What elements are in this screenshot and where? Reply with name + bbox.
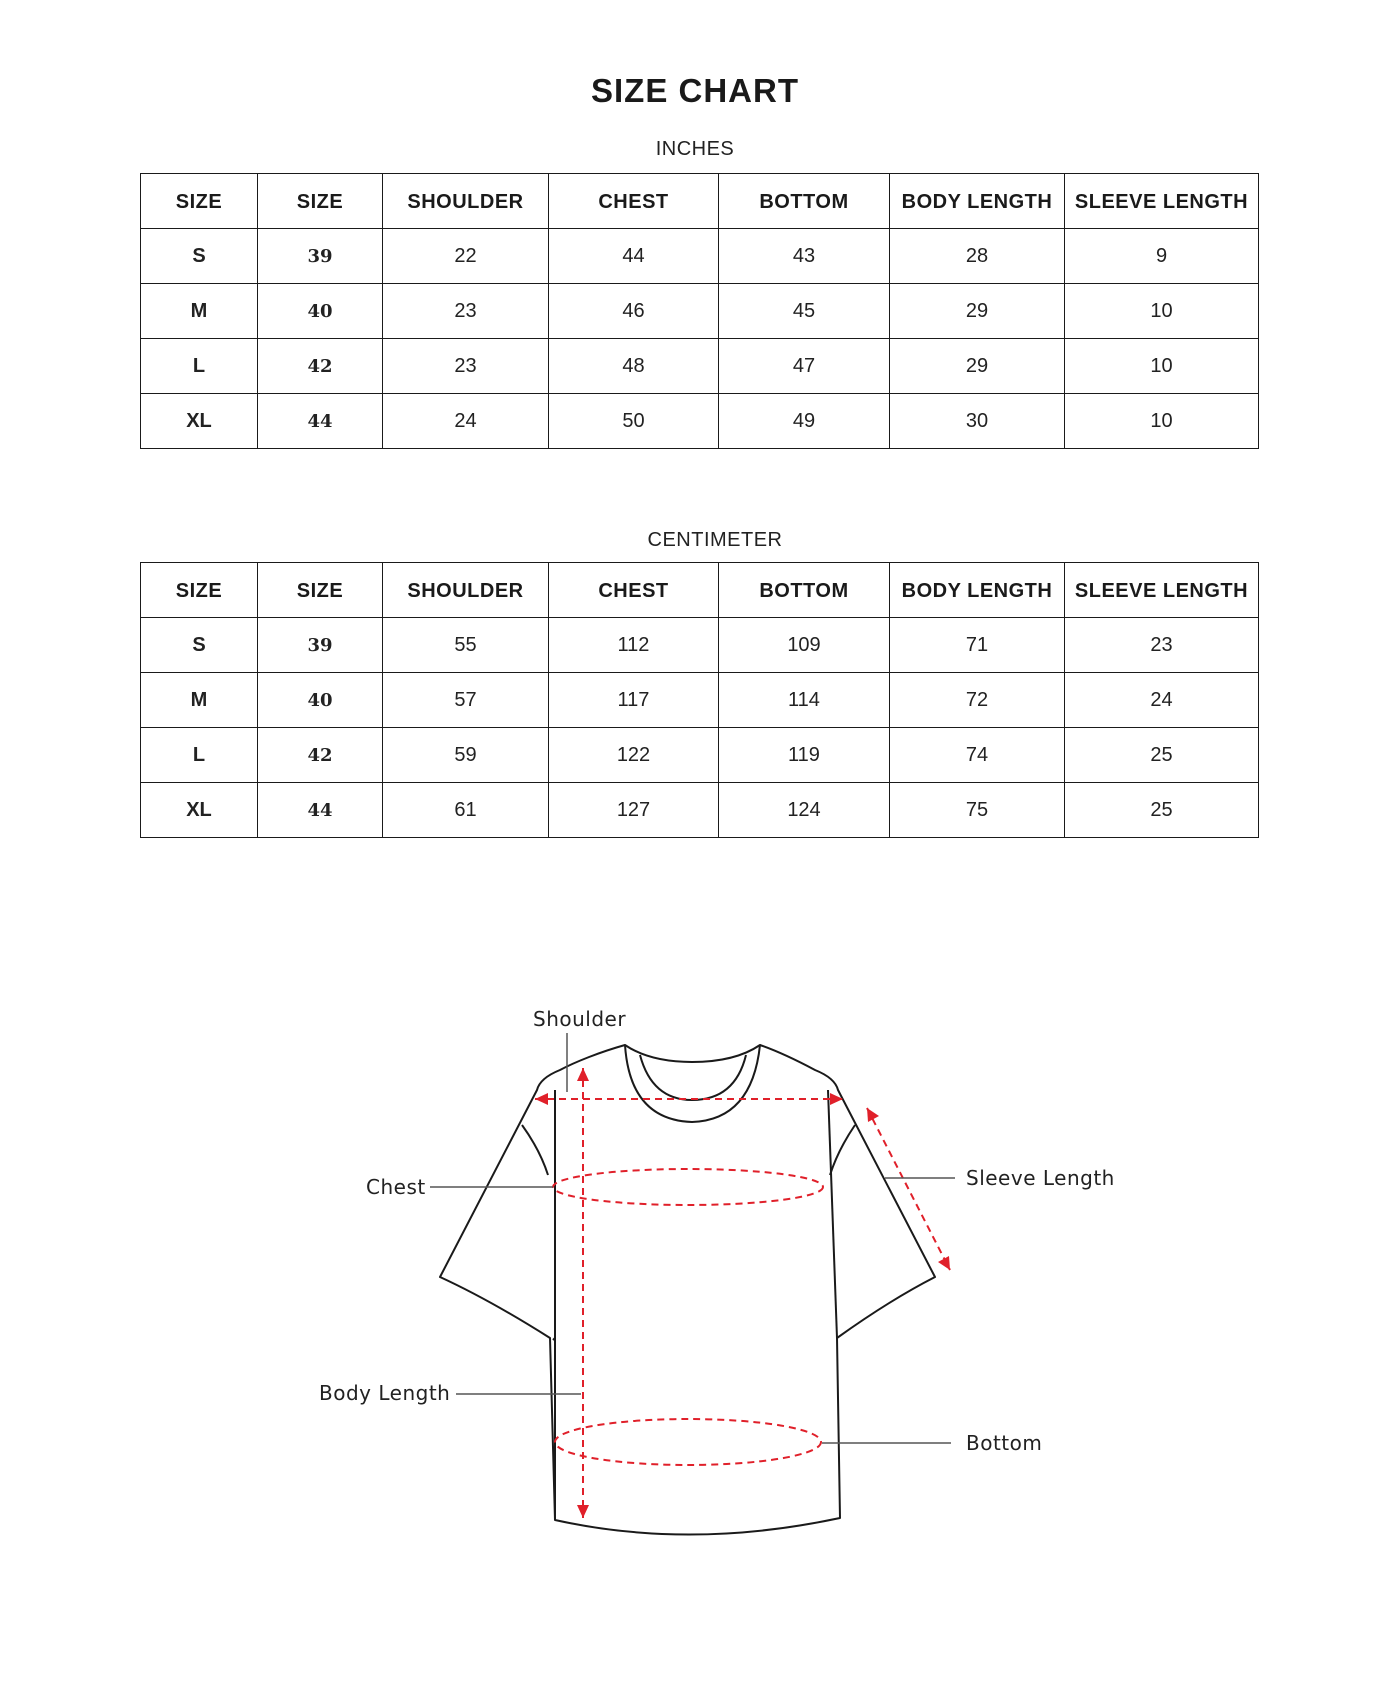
label-leaders — [430, 1033, 955, 1443]
bottom-cell: 124 — [719, 783, 890, 838]
bottom-cell: 47 — [719, 339, 890, 394]
sleeve-length-cell: 10 — [1065, 394, 1259, 449]
shoulder-cell: 61 — [383, 783, 549, 838]
bottom-cell: 49 — [719, 394, 890, 449]
bottom-measure-ellipse — [555, 1419, 821, 1465]
chest-cell: 46 — [549, 284, 719, 339]
size-cell: M — [141, 284, 258, 339]
size-cell: XL — [141, 394, 258, 449]
shoulder-cell: 59 — [383, 728, 549, 783]
header-body-length: BODY LENGTH — [890, 174, 1065, 229]
shoulder-arrowhead-left — [535, 1093, 548, 1105]
header-size-number: SIZE — [258, 563, 383, 618]
sleeve-arrowhead-top — [867, 1108, 879, 1122]
size-number-cell: 40 — [258, 673, 383, 728]
sleeve-length-measure-line — [867, 1108, 950, 1270]
header-chest: CHEST — [549, 174, 719, 229]
size-cell: S — [141, 229, 258, 284]
measurement-guides — [535, 1068, 950, 1518]
header-bottom: BOTTOM — [719, 563, 890, 618]
shoulder-arrowhead-right — [830, 1093, 843, 1105]
shoulder-cell: 57 — [383, 673, 549, 728]
chest-cell: 122 — [549, 728, 719, 783]
table-row — [141, 618, 1259, 673]
centimeter-size-table — [140, 562, 1259, 838]
centimeter-table-caption: CENTIMETER — [647, 529, 783, 551]
size-cell: L — [141, 339, 258, 394]
size-cell: M — [141, 673, 258, 728]
shoulder-cell: 55 — [383, 618, 549, 673]
bottom-cell: 119 — [719, 728, 890, 783]
bottom-label: Bottom — [966, 1431, 1043, 1455]
size-number-cell: 44 — [258, 394, 383, 449]
table-row — [141, 394, 1259, 449]
inches-table-caption: INCHES — [655, 138, 735, 160]
size-number-cell: 42 — [258, 728, 383, 783]
size-number-cell: 44 — [258, 783, 383, 838]
sleeve-length-cell: 10 — [1065, 284, 1259, 339]
shoulder-cell: 23 — [383, 339, 549, 394]
header-sleeve-length: SLEEVE LENGTH — [1065, 174, 1259, 229]
chest-label: Chest — [366, 1175, 426, 1199]
shoulder-cell: 24 — [383, 394, 549, 449]
size-cell: S — [141, 618, 258, 673]
bottom-cell: 43 — [719, 229, 890, 284]
size-number-cell: 39 — [258, 618, 383, 673]
body-length-cell: 71 — [890, 618, 1065, 673]
table-row — [141, 783, 1259, 838]
sleeve-length-cell: 25 — [1065, 783, 1259, 838]
body-length-cell: 72 — [890, 673, 1065, 728]
shoulder-cell: 22 — [383, 229, 549, 284]
table-row — [141, 284, 1259, 339]
sleeve-length-cell: 24 — [1065, 673, 1259, 728]
bottom-cell: 109 — [719, 618, 890, 673]
body-length-cell: 75 — [890, 783, 1065, 838]
table-row — [141, 728, 1259, 783]
size-cell: XL — [141, 783, 258, 838]
body-length-cell: 29 — [890, 284, 1065, 339]
header-size: SIZE — [141, 563, 258, 618]
body-length-label: Body Length — [319, 1381, 451, 1405]
table-row — [141, 339, 1259, 394]
shoulder-label: Shoulder — [533, 1007, 627, 1031]
table-row — [141, 673, 1259, 728]
tshirt-outline — [440, 1045, 935, 1535]
chest-cell: 117 — [549, 673, 719, 728]
shoulder-cell: 23 — [383, 284, 549, 339]
sleeve-length-label: Sleeve Length — [966, 1166, 1115, 1190]
body-length-cell: 74 — [890, 728, 1065, 783]
sleeve-arrowhead-bottom — [938, 1256, 950, 1270]
inches-size-table — [140, 173, 1259, 449]
size-number-cell: 40 — [258, 284, 383, 339]
diagram-labels — [319, 1007, 1115, 1455]
page-title: SIZE CHART — [591, 72, 799, 109]
chest-cell: 44 — [549, 229, 719, 284]
chest-cell: 48 — [549, 339, 719, 394]
header-size: SIZE — [141, 174, 258, 229]
header-size-number: SIZE — [258, 174, 383, 229]
header-bottom: BOTTOM — [719, 174, 890, 229]
size-number-cell: 39 — [258, 229, 383, 284]
sleeve-length-cell: 25 — [1065, 728, 1259, 783]
bottom-cell: 114 — [719, 673, 890, 728]
table-row — [141, 229, 1259, 284]
header-sleeve-length: SLEEVE LENGTH — [1065, 563, 1259, 618]
body-length-cell: 29 — [890, 339, 1065, 394]
body-length-cell: 28 — [890, 229, 1065, 284]
size-number-cell: 42 — [258, 339, 383, 394]
body-length-cell: 30 — [890, 394, 1065, 449]
sleeve-length-cell: 23 — [1065, 618, 1259, 673]
header-chest: CHEST — [549, 563, 719, 618]
header-shoulder: SHOULDER — [383, 563, 549, 618]
sleeve-length-cell: 9 — [1065, 229, 1259, 284]
sleeve-length-cell: 10 — [1065, 339, 1259, 394]
size-cell: L — [141, 728, 258, 783]
chest-cell: 50 — [549, 394, 719, 449]
bottom-cell: 45 — [719, 284, 890, 339]
body-length-arrowhead-bottom — [577, 1505, 589, 1518]
header-body-length: BODY LENGTH — [890, 563, 1065, 618]
measurement-arrowheads — [535, 1068, 950, 1518]
header-shoulder: SHOULDER — [383, 174, 549, 229]
chest-cell: 112 — [549, 618, 719, 673]
body-length-arrowhead-top — [577, 1068, 589, 1081]
chest-cell: 127 — [549, 783, 719, 838]
table-header-row — [141, 563, 1259, 618]
table-header-row — [141, 174, 1259, 229]
chest-measure-ellipse — [553, 1169, 823, 1205]
